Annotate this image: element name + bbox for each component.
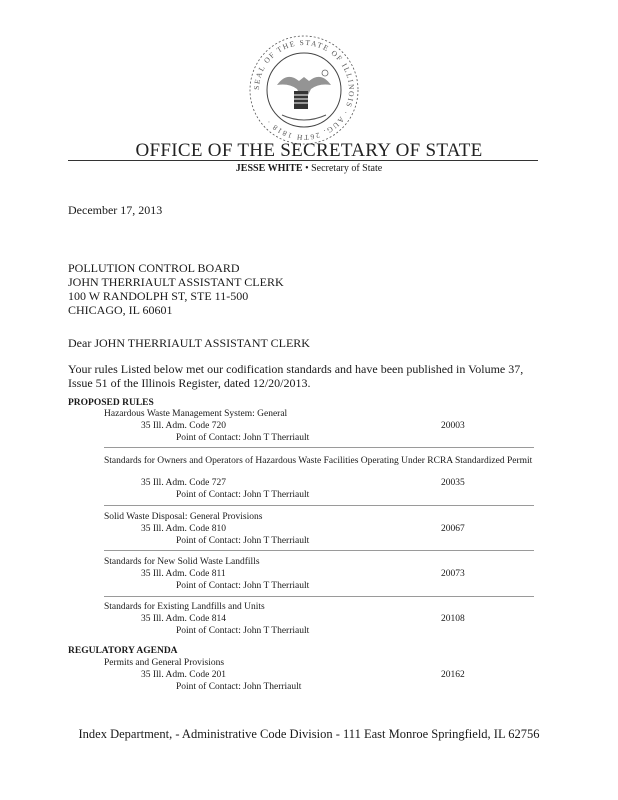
rule-contact: Point of Contact: John T Therriault bbox=[176, 536, 310, 546]
letter-body: Your rules Listed below met our codification standards and have been published in Volume 37, Issue 51 of the Illinois Register, dated 12/20/2013. bbox=[68, 362, 524, 390]
address-line: CHICAGO, IL 60601 bbox=[68, 303, 173, 317]
rule-code: 35 Ill. Adm. Code 811 bbox=[141, 569, 226, 579]
official-title: • Secretary of State bbox=[305, 163, 383, 174]
office-title: OFFICE OF THE SECRETARY OF STATE bbox=[135, 140, 483, 161]
rule-contact: Point of Contact: John Therriault bbox=[176, 682, 302, 692]
rule-title: Permits and General Provisions bbox=[104, 658, 225, 668]
rule-page: 20108 bbox=[441, 614, 465, 624]
rule-title: Standards for Owners and Operators of Hazardous Waste Facilities Operating Under RCRA Standardized Permit bbox=[104, 456, 533, 466]
rule-contact: Point of Contact: John T Therriault bbox=[176, 626, 310, 636]
rule-contact: Point of Contact: John T Therriault bbox=[176, 433, 310, 443]
rule-divider bbox=[104, 447, 534, 448]
rule-page: 20073 bbox=[441, 569, 465, 579]
rule-contact: Point of Contact: John T Therriault bbox=[176, 581, 310, 591]
rule-code: 35 Ill. Adm. Code 814 bbox=[141, 614, 226, 624]
address-line: JOHN THERRIAULT ASSISTANT CLERK bbox=[68, 275, 284, 289]
rule-code: 35 Ill. Adm. Code 201 bbox=[141, 670, 226, 680]
rule-page: 20035 bbox=[441, 478, 465, 488]
address-line: 100 W RANDOLPH ST, STE 11-500 bbox=[68, 289, 249, 303]
rule-page: 20162 bbox=[441, 670, 465, 680]
address-line: POLLUTION CONTROL BOARD bbox=[68, 261, 240, 275]
header-divider bbox=[68, 160, 538, 161]
eagle-emblem bbox=[277, 70, 331, 120]
rule-code: 35 Ill. Adm. Code 810 bbox=[141, 524, 226, 534]
rule-page: 20067 bbox=[441, 524, 465, 534]
rule-title: Solid Waste Disposal: General Provisions bbox=[104, 512, 263, 522]
rule-divider bbox=[104, 550, 534, 551]
salutation: Dear JOHN THERRIAULT ASSISTANT CLERK bbox=[68, 336, 310, 350]
state-seal-logo bbox=[247, 33, 361, 147]
rule-code: 35 Ill. Adm. Code 727 bbox=[141, 478, 226, 488]
official-name: JESSE WHITE bbox=[235, 163, 303, 174]
rule-page: 20003 bbox=[441, 421, 465, 431]
rule-code: 35 Ill. Adm. Code 720 bbox=[141, 421, 226, 431]
rule-divider bbox=[104, 505, 534, 506]
seal-lettering: SEAL OF THE STATE OF ILLINOIS · AUG. 26TH 1818 · bbox=[251, 37, 357, 143]
rule-contact: Point of Contact: John T Therriault bbox=[176, 490, 310, 500]
regulatory-agenda-heading: REGULATORY AGENDA bbox=[68, 646, 178, 656]
rule-title: Standards for Existing Landfills and Units bbox=[104, 602, 265, 612]
header-subtitle bbox=[0, 163, 618, 174]
footer-address: Index Department, - Administrative Code Division - 111 East Monroe Springfield, IL 62756 bbox=[78, 727, 540, 741]
proposed-rules-heading: PROPOSED RULES bbox=[68, 398, 154, 408]
rule-divider bbox=[104, 596, 534, 597]
recipient-address bbox=[68, 261, 284, 317]
rule-title: Hazardous Waste Management System: General bbox=[104, 409, 288, 419]
rule-title: Standards for New Solid Waste Landfills bbox=[104, 557, 260, 567]
letter-date: December 17, 2013 bbox=[68, 203, 163, 217]
